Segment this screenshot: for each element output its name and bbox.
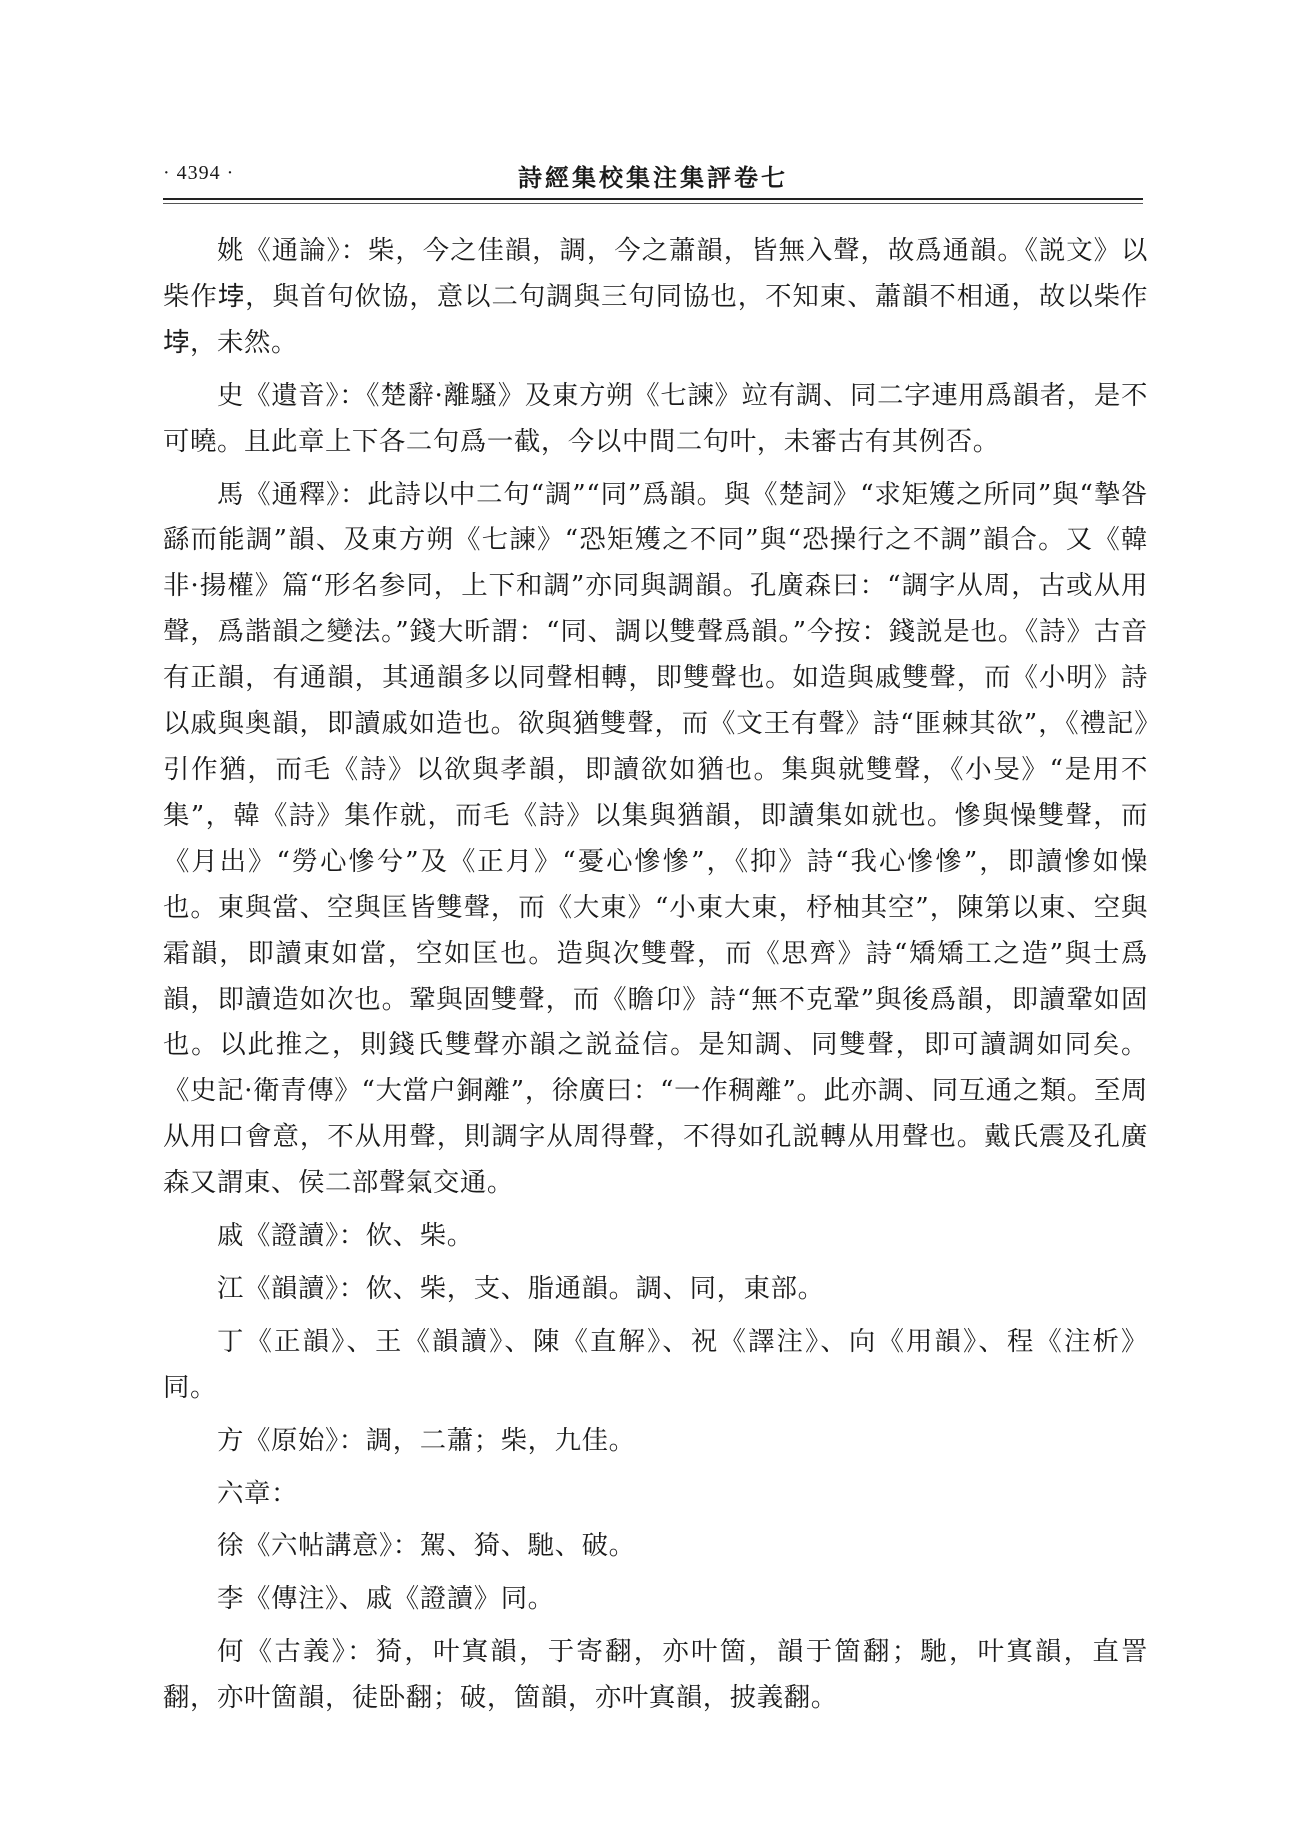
- paragraph-ma-tongshi: 馬《通釋》：此詩以中二句“調”“同”爲韻。與《楚詞》“求矩矱之所同”與“摯咎繇而能調”韻、及東方朔《七諫》“恐矩矱之不同”與“恐操行之不調”韻合。又《韓非·揚權》篇“形名参同，上下和調”亦同與調韻。孔廣森曰：“調字从周，古或从用聲，爲諧韻之變法。”錢大昕謂：“同、調以雙聲爲韻。”今按：錢説是也。《詩》古音有正韻，有通韻，其通韻多以同聲相轉，即雙聲也。如造與戚雙聲，而《小明》詩以戚與奥韻，即讀戚如造也。欲與猶雙聲，而《文王有聲》詩“匪棘其欲”，《禮記》引作猶，而毛《詩》以欲與孝韻，即讀欲如猶也。集與就雙聲，《小旻》“是用不集”，韓《詩》集作就，而毛《詩》以集與猶韻，即讀集如就也。慘與懆雙聲，而《月出》“勞心慘兮”及《正月》“憂心慘慘”，《抑》詩“我心慘慘”，即讀慘如懆也。東與當、空與匡皆雙聲，而《大東》“小東大東，杼柚其空”，陳第以東、空與霜韻，即讀東如當，空如匡也。造與次雙聲，而《思齊》詩“矯矯工之造”與士爲韻，即讀造如次也。鞏與固雙聲，而《瞻卬》詩“無不克鞏”與後爲韻，即讀鞏如固也。以此推之，則錢氏雙聲亦韻之説益信。是知調、同雙聲，即可讀調如同矣。《史記·衛青傳》“大當户銅離”，徐廣曰：“一作稠離”。此亦調、同互通之類。至周从用口會意，不从用聲，則調字从周得聲，不得如孔説轉从用聲也。戴氏震及孔廣森又謂東、侯二部聲氣交通。: [163, 478, 1148, 1199]
- paragraph-qi-zhengdu: 戚《證讀》：佽、柴。: [217, 1220, 474, 1252]
- page-number: · 4394 ·: [163, 162, 235, 184]
- paragraph-li-chuanzhu: 李《傳注》、戚《證讀》同。: [217, 1583, 555, 1615]
- header-rule-thick: [163, 198, 1143, 200]
- body-text: [163, 228, 1148, 1721]
- section-heading-chapter-six: 六章：: [217, 1477, 298, 1509]
- page-header: [163, 158, 1143, 198]
- paragraph-shi-yiyin: 史《遺音》：《楚辭·離騷》及東方朔《七諫》竝有調、同二字連用爲韻者，是不可曉。且此章上下各二句爲一截，今以中間二句叶，未審古有其例否。: [163, 379, 1148, 457]
- header-rule-thin: [163, 203, 1143, 204]
- paragraph-fang-yuanshi: 方《原始》：調，二蕭；柴，九佳。: [217, 1424, 636, 1456]
- paragraph-he-guyi: 何《古義》：猗，叶寘韻，于寄翻，亦叶箇，韻于箇翻；馳，叶寘韻，直詈翻，亦叶箇韻，徒卧翻；破，箇韻，亦叶寘韻，披義翻。: [163, 1636, 1148, 1714]
- paragraph-yao-tonglun: 姚《通論》：柴，今之佳韻，調，今之蕭韻，皆無入聲，故爲通韻。《説文》以柴作𡋯，與首句佽協，意以二句調與三句同協也，不知東、蕭韻不相通，故以柴作𡋯，未然。: [163, 235, 1148, 358]
- running-title: 詩經集校集注集評卷七: [518, 163, 788, 192]
- paragraph-ding-zhengyun: 丁《正韻》、王《韻讀》、陳《直解》、祝《譯注》、向《用韻》、程《注析》同。: [163, 1325, 1148, 1403]
- paragraph-xu-liutie: 徐《六帖講意》：駕、猗、馳、破。: [217, 1530, 636, 1562]
- paragraph-jiang-yundu: 江《韻讀》：佽、柴，支、脂通韻。調、同，東部。: [217, 1272, 825, 1304]
